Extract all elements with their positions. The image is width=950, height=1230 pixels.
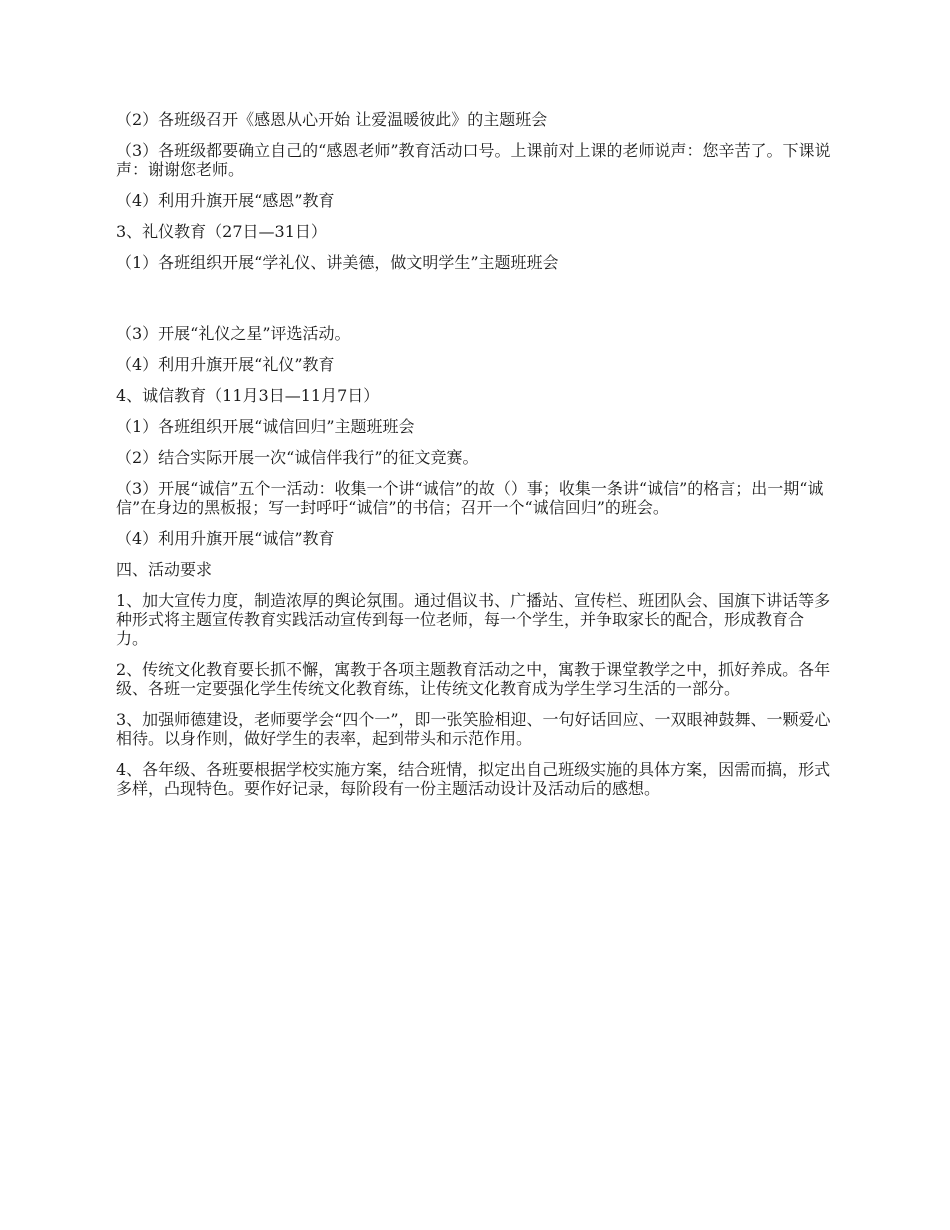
paragraph-requirement-2: 2、传统文化教育要长抓不懈，寓教于各项主题教育活动之中，寓教于课堂教学之中，抓好养成。各年级、各班一定要强化学生传统文化教育练，让传统文化教育成为学生学习生活的一部分。 [116, 660, 831, 698]
blank-gap [116, 284, 832, 324]
paragraph-etiquette-star: （3）开展“礼仪之星”评选活动。 [116, 324, 351, 343]
heading-integrity-education: 4、诚信教育（11月3日—11月7日） [116, 386, 380, 405]
paragraph-thanksgiving-flag-raising: （4）利用升旗开展“感恩”教育 [116, 191, 335, 210]
document-body [116, 110, 832, 810]
paragraph-thanksgiving-class-meeting: （2）各班级召开《感恩从心开始 让爱温暖彼此》的主题班会 [116, 110, 548, 129]
heading-etiquette-education: 3、礼仪教育（27日—31日） [116, 222, 327, 241]
paragraph-integrity-flag-raising: （4）利用升旗开展“诚信”教育 [116, 529, 335, 548]
paragraph-requirement-3: 3、加强师德建设，老师要学会“四个一”，即一张笑脸相迎、一句好话回应、一双眼神鼓舞、一颗爱心相待。以身作则，做好学生的表率，起到带头和示范作用。 [116, 710, 831, 748]
paragraph-integrity-five-ones: （3）开展“诚信”五个一活动：收集一个讲“诚信”的故（）事；收集一条讲“诚信”的格言；出一期“诚信”在身边的黑板报；写一封呼吁“诚信”的书信；召开一个“诚信回归”的班会。 [116, 479, 824, 517]
paragraph-etiquette-flag-raising: （4）利用升旗开展“礼仪”教育 [116, 355, 335, 374]
paragraph-thanksgiving-slogan: （3）各班级都要确立自己的“感恩老师”教育活动口号。上课前对上课的老师说声：您辛苦了。下课说声：谢谢您老师。 [116, 141, 831, 179]
paragraph-etiquette-class-meeting: （1）各班组织开展“学礼仪、讲美德，做文明学生”主题班班会 [116, 253, 559, 272]
paragraph-integrity-class-meeting: （1）各班组织开展“诚信回归”主题班班会 [116, 417, 415, 436]
paragraph-requirement-1: 1、加大宣传力度，制造浓厚的舆论氛围。通过倡议书、广播站、宣传栏、班团队会、国旗下讲话等多种形式将主题宣传教育实践活动宣传到每一位老师，每一个学生，并争取家长的配合，形成教育合力。 [116, 591, 831, 648]
paragraph-requirement-4: 4、各年级、各班要根据学校实施方案，结合班情，拟定出自己班级实施的具体方案，因需而搞，形式多样，凸现特色。要作好记录，每阶段有一份主题活动设计及活动后的感想。 [116, 760, 831, 798]
heading-activity-requirements: 四、活动要求 [116, 560, 213, 579]
paragraph-integrity-essay-contest: （2）结合实际开展一次“诚信伴我行”的征文竞赛。 [116, 448, 479, 467]
